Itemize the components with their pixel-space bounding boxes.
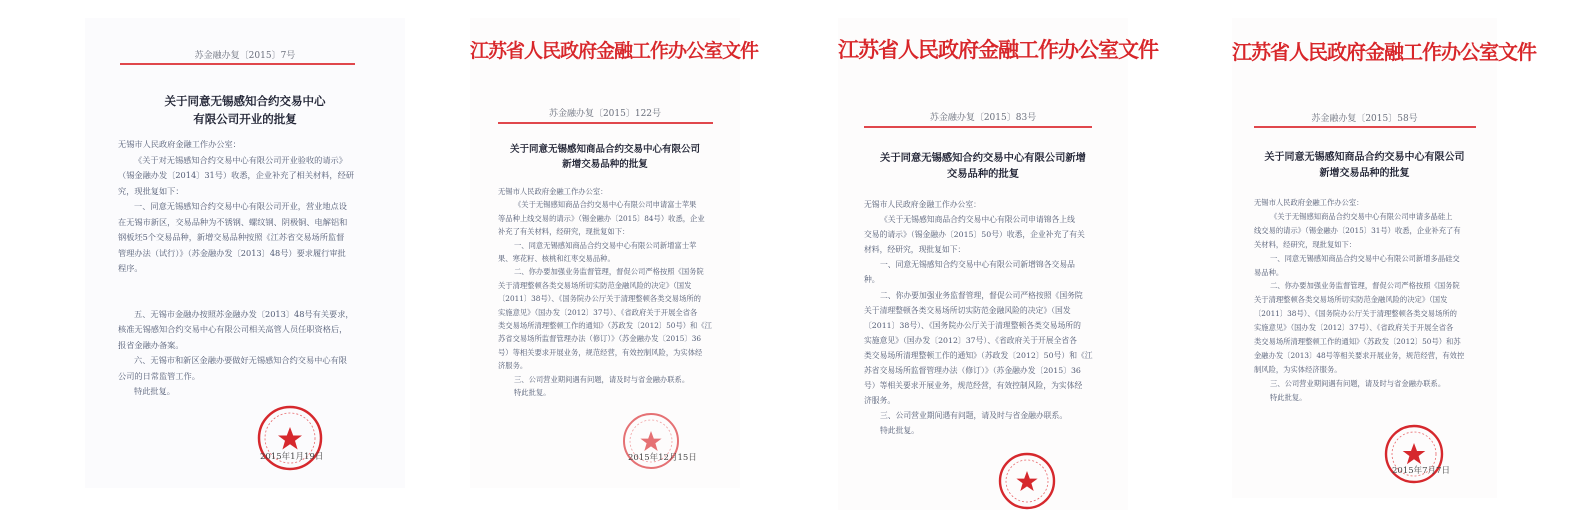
body-line: 究，现批复如下： xyxy=(118,185,184,196)
body-line: 管理办法（试行）》（苏金融办发〔2013〕48号）要求履行审批 xyxy=(118,247,346,258)
body-line: 钢板坯5个交易品种，新增交易品种按照《江苏省交易场所监督 xyxy=(118,232,345,242)
sign-off: 特此批复。 xyxy=(1270,392,1307,402)
issue-date: 2015年1月19日 xyxy=(260,452,324,462)
issue-date: 2015年12月15日 xyxy=(628,453,697,463)
body-line: 济服务。 xyxy=(498,361,528,371)
title-line-1: 关于同意无锡感知商品合约交易中心有限公司 xyxy=(1264,152,1465,163)
issue-date: 2015年7月7日 xyxy=(1392,466,1450,476)
body-line: 果、寒花籽、核桃和红枣交易品种。 xyxy=(498,254,615,264)
official-seal-icon xyxy=(996,450,1058,510)
body-line: 济服务。 xyxy=(864,396,896,406)
document-header: 江苏省人民政府金融工作办公室文件 xyxy=(838,37,1158,62)
body-line: 程序。 xyxy=(118,263,143,273)
document-number: 苏金融办复〔2015〕7号 xyxy=(194,51,296,61)
body-line: 《关于对无锡感知合约交易中心有限公司开业验收的请示》 xyxy=(134,154,347,165)
approval-document-4 xyxy=(1232,18,1536,498)
title-line-1: 关于同意无锡感知商品合约交易中心有限公司 xyxy=(509,144,700,155)
body-line: 实施意见》（国办发〔2012〕37号）、《省政府关于开展全省各 xyxy=(1254,323,1454,333)
body-line: 苏省交易场所监督管理办法（修订）》（苏金融办发〔2015〕36 xyxy=(498,334,701,344)
body-line: 号）等相关要求开展业务，规范经营，有效控制风险，为实体经 xyxy=(498,347,703,357)
body-line: （锡金融办发〔2014〕31号）收悉，企业补充了相关材料，经研 xyxy=(118,170,354,180)
body-line: 一、同意无锡感知合约交易中心有限公司开业，营业地点设 xyxy=(134,201,347,211)
body-line: 制风险，为实体经济服务。 xyxy=(1254,364,1342,374)
body-line: 《关于无锡感知商品合约交易中心有限公司申请多晶硅上 xyxy=(1270,211,1453,221)
body-line: 在无锡市新区，交易品种为不锈钢、螺纹钢、阴极铜、电解铝和 xyxy=(118,216,348,227)
title-line-2: 新增交易品种的批复 xyxy=(1319,167,1410,179)
body-line: 线交易的请示》（锡金融办〔2015〕31号）收悉，企业补充了有 xyxy=(1254,225,1461,235)
body-line: 类交易场所清理整顿工作的通知》（苏政发〔2012〕50号）和《江 xyxy=(864,350,1093,360)
red-divider xyxy=(498,122,713,124)
document-body xyxy=(498,185,718,400)
recipient: 无锡市人民政府金融工作办公室： xyxy=(118,139,241,149)
document-title xyxy=(1232,150,1497,181)
body-line: 易品种。 xyxy=(1254,267,1284,277)
official-seal-icon xyxy=(255,403,325,473)
sign-off: 特此批复。 xyxy=(134,386,175,396)
document-number: 苏金融办复〔2015〕83号 xyxy=(929,113,1037,123)
body-line: 一、同意无锡感知合约交易中心有限公司新增锦各交易品 xyxy=(880,260,1075,270)
approval-document-3 xyxy=(838,18,1158,510)
recipient: 无锡市人民政府金融工作办公室： xyxy=(498,187,608,196)
title-line-2: 有限公司开业的批复 xyxy=(193,112,297,126)
body-line: 实施意见》（国办发〔2012〕37号）、《省政府关于开展全省各 xyxy=(498,307,698,317)
body-line: 公司的日常监管工作。 xyxy=(118,370,200,381)
body-line: 二、你办要加强业务监督管理，督促公司严格按照《国务院 xyxy=(880,290,1083,300)
body-line: 关于清理整顿各类交易场所切实防范金融风险的决定》（国发 xyxy=(1254,295,1448,305)
body-line: 三、公司营业期间遇有问题，请及时与省金融办联系。 xyxy=(880,411,1068,421)
document-body xyxy=(1254,196,1484,405)
red-divider xyxy=(120,63,355,65)
title-line-1: 关于同意无锡感知合约交易中心 xyxy=(164,94,326,108)
document-title xyxy=(838,150,1128,182)
title-line-2: 新增交易品种的批复 xyxy=(562,159,648,170)
official-seal-icon xyxy=(1382,422,1446,486)
document-number: 苏金融办复〔2015〕58号 xyxy=(1311,114,1418,124)
title-line-2: 交易品种的批复 xyxy=(946,168,1020,180)
sign-off: 特此批复。 xyxy=(880,426,919,436)
body-line: 关于清理整顿各类交易场所切实防范金融风险的决定》（国发 xyxy=(498,280,692,290)
body-line: 金融办发〔2013〕48号等相关要求开展业务，规范经营，有效控 xyxy=(1254,350,1465,360)
document-body xyxy=(118,137,393,400)
sign-off: 特此批复。 xyxy=(514,388,551,398)
document-title xyxy=(85,92,405,128)
document-header: 江苏省人民政府金融工作办公室文件 xyxy=(1232,40,1536,64)
body-line: 三、公司营业期间遇有问题，请及时与省金融办联系。 xyxy=(1270,378,1446,388)
title-line-1: 关于同意无锡感知合约交易中心有限公司新增 xyxy=(880,152,1086,164)
body-line: 〔2011〕38号）、《国务院办公厅关于清理整顿各类交易场所的 xyxy=(498,294,701,304)
body-line: 核准无锡感知合约交易中心有限公司相关高管人员任职资格后， xyxy=(118,324,348,334)
body-line: 二、你办要加强业务监督管理，督促公司严格按照《国务院 xyxy=(514,267,704,277)
document-title xyxy=(470,142,740,172)
body-line: 实施意见》（国办发〔2012〕37号）、《省政府关于开展全省各 xyxy=(864,335,1077,345)
body-line: 〔2011〕38号）、《国务院办公厅关于清理整顿各类交易场所的 xyxy=(1254,309,1457,319)
body-line: 《关于无锡感知商品合约交易中心有限公司申请富士苹果 xyxy=(514,200,697,210)
body-line: 关于清理整顿各类交易场所切实防范金融风险的决定》（国发 xyxy=(864,305,1071,315)
body-line: 六、无锡市和新区金融办要做好无锡感知合约交易中心有限 xyxy=(134,355,347,365)
body-line: 类交易场所清理整顿工作的通知》（苏政发〔2012〕50号）和苏 xyxy=(1254,337,1461,347)
body-line: 二、你办要加强业务监督管理，督促公司严格按照《国务院 xyxy=(1270,281,1460,291)
body-line: 五、无锡市金融办按照苏金融办发〔2013〕48号有关要求， xyxy=(134,308,354,319)
body-line: 《关于无锡感知商品合约交易中心有限公司申请锦各上线 xyxy=(880,215,1075,225)
approval-document-2 xyxy=(470,18,759,488)
body-line: 交易的请示》（锡金融办〔2015〕50号）收悉，企业补充了有关 xyxy=(864,230,1085,240)
document-body xyxy=(864,197,1112,439)
body-line: 材料，经研究，现批复如下： xyxy=(864,245,966,255)
recipient: 无锡市人民政府金融工作办公室： xyxy=(864,200,981,209)
body-line: 三、公司营业期间遇有问题，请及时与省金融办联系。 xyxy=(514,374,690,384)
body-line: 号）等相关要求开展业务，规范经营，有效控制风险，为实体经 xyxy=(864,381,1083,391)
body-line: 报省金融办备案。 xyxy=(118,339,184,350)
body-line: 补充了有关材料，经研究，现批复如下： xyxy=(498,227,630,237)
recipient: 无锡市人民政府金融工作办公室： xyxy=(1254,198,1364,207)
body-line: 一、同意无锡感知商品合约交易中心有限公司新增富士苹 xyxy=(514,240,697,250)
body-line: 〔2011〕38号）、《国务院办公厅关于清理整顿各类交易场所的 xyxy=(864,320,1081,330)
body-line: 关材料，经研究，现批复如下： xyxy=(1254,239,1357,249)
red-divider xyxy=(864,126,1092,128)
body-gap xyxy=(118,277,393,307)
document-number: 苏金融办复〔2015〕122号 xyxy=(548,109,662,119)
body-line: 一、同意无锡感知商品合约交易中心有限公司新增多晶硅交 xyxy=(1270,253,1460,263)
approval-document-1 xyxy=(85,18,405,488)
red-divider xyxy=(1254,126,1476,128)
body-line: 等品种上线交易的请示》（锡金融办〔2015〕84号）收悉，企业 xyxy=(498,213,705,223)
body-line: 苏省交易场所监督管理办法（修订）》（苏金融办发〔2015〕36 xyxy=(864,366,1081,376)
body-line: 种。 xyxy=(864,275,880,285)
body-line: 类交易场所清理整顿工作的通知》（苏政发〔2012〕50号）和《江 xyxy=(498,321,712,331)
document-header: 江苏省人民政府金融工作办公室文件 xyxy=(470,40,759,62)
